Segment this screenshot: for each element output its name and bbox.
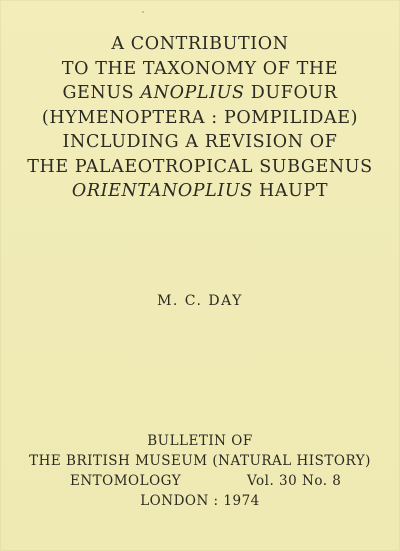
document-title [0, 32, 400, 204]
title-text: GENUS [62, 83, 141, 103]
paper-speck [142, 11, 144, 13]
title-text: HAUPT [252, 181, 329, 201]
title-line-6 [0, 155, 400, 180]
subgenus-name-italic: ORIENTANOPLIUS [71, 181, 253, 201]
publisher-block [0, 431, 400, 511]
title-text: TO THE TAXONOMY OF THE [61, 58, 339, 79]
title-line-7 [0, 179, 400, 204]
bulletin-label: BULLETIN OF [147, 433, 253, 449]
title-line-4 [0, 106, 400, 131]
series-name: ENTOMOLOGY [70, 473, 182, 489]
title-text: DUFOUR [244, 83, 338, 103]
title-line-5 [0, 130, 400, 155]
title-line-1 [0, 32, 400, 57]
museum-name: THE BRITISH MUSEUM (NATURAL HISTORY) [29, 453, 371, 469]
series-row [0, 471, 400, 491]
place-and-date: LONDON : 1974 [140, 493, 260, 509]
title-text: INCLUDING A REVISION OF [62, 132, 338, 152]
genus-name-italic: ANOPLIUS [140, 83, 245, 103]
title-text: A CONTRIBUTION [111, 34, 289, 54]
author-name: M. C. DAY [157, 293, 243, 309]
title-text: (HYMENOPTERA : POMPILIDAE) [41, 107, 359, 128]
title-line-3 [0, 81, 400, 106]
volume-number: Vol. 30 No. 8 [247, 473, 342, 489]
title-line-2 [0, 57, 400, 82]
title-text: THE PALAEOTROPICAL SUBGENUS [27, 156, 373, 177]
